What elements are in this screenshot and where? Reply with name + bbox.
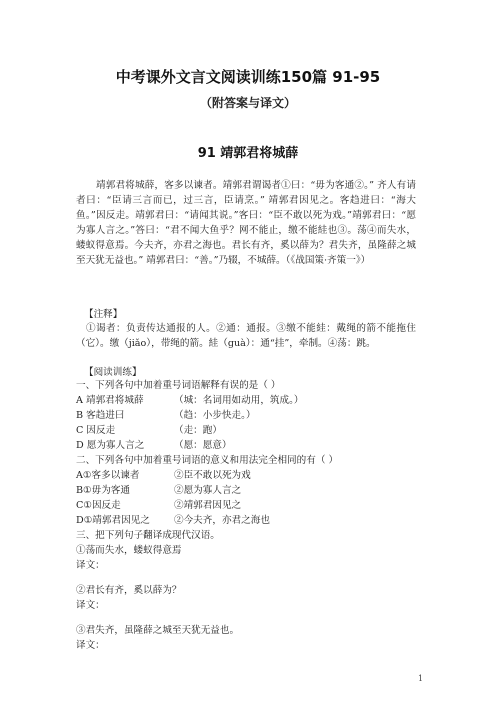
option-sentence-2: ②臣不敢以死为戏 xyxy=(174,470,251,481)
q3-answer-label-2: 译文： xyxy=(76,600,105,611)
q1-option-c xyxy=(76,423,426,438)
option-sentence-2: ②今夫齐，亦君之海也 xyxy=(174,515,270,526)
option-sentence-2: ②愿为寡人言之 xyxy=(174,485,242,496)
option-explanation: （走：跑） xyxy=(174,425,222,436)
q3-answer-label-3: 译文： xyxy=(76,640,105,651)
q2-option-c xyxy=(76,498,426,513)
option-sentence-1: A①客多以谏者 xyxy=(76,470,140,481)
option-explanation: （愿：愿意） xyxy=(174,440,232,451)
article-passage: 靖郭君将城薛，客多以谏者。靖郭君谓谒者①曰：“毋为客通②。” 齐人有请者曰：“臣请三言而已，过三言，臣请烹。” 靖郭君因见之。客趋进曰：“海大鱼。”因反走。靖郭君曰：“请闻其说。”客曰：“臣不敢以死为戏。”靖郭君曰：“愿为寡人言之。”答曰：“君不闻大鱼乎？网不能止，缴不能絓也③。荡④而失水，蝼蚁得意焉。今夫齐，亦君之海也。君长有齐，奚以薛为？君失齐，虽隆薛之城至天犹无益也。” 靖郭君曰：“善。”乃辍，不城薛。（《战国策·齐策一》） xyxy=(76,180,416,266)
q2-option-a xyxy=(76,468,426,483)
q1-option-b xyxy=(76,408,426,423)
option-sentence-1: C①因反走 xyxy=(76,500,121,511)
q2-option-b xyxy=(76,483,426,498)
q3-sentence-1: ①荡而失水，蝼蚁得意焉 xyxy=(76,545,182,556)
q1-option-d xyxy=(76,438,426,453)
exercise-list xyxy=(76,378,426,653)
notes-heading: 【注释】 xyxy=(84,309,123,320)
q3-sentence-2: ②君长有齐，奚以薛为？ xyxy=(76,585,182,596)
option-sentence-1: B①毋为客通 xyxy=(76,485,131,496)
q3-answer-label-1: 译文： xyxy=(76,560,105,571)
answer-space xyxy=(76,573,426,583)
q2-option-d xyxy=(76,513,426,528)
question-3-stem: 三、把下列句子翻译成现代汉语。 xyxy=(76,530,220,541)
page-number: 1 xyxy=(418,674,424,683)
option-text: A 靖郭君将城薛 xyxy=(76,395,144,406)
answer-space xyxy=(76,613,426,623)
option-text: C 因反走 xyxy=(76,425,116,436)
option-sentence-1: D①靖郭君因见之 xyxy=(76,515,150,526)
option-text: B 客趋进曰 xyxy=(76,410,125,421)
option-explanation: （城：名词用如动用，筑成。） xyxy=(174,395,304,406)
document-title: 中考课外文言文阅读训练150篇 91-95 xyxy=(115,68,381,86)
q3-sentence-3: ③君失齐，虽隆薛之城至天犹无益也。 xyxy=(76,625,240,636)
notes-text: ①谒者：负责传达通报的人。②通：通报。③缴不能絓：戴绳的箭不能拖住（它）。缴（jiǎo），带绳的箭。絓（guà）：通“挂”，牵制。④荡：跳。 xyxy=(76,323,416,349)
q1-option-a xyxy=(76,393,426,408)
option-explanation: （趋：小步快走。） xyxy=(174,410,256,421)
article-title: 91 靖郭君将城薛 xyxy=(197,146,299,161)
option-sentence-2: ②靖郭君因见之 xyxy=(174,500,242,511)
question-1-stem: 一、下列各句中加着重号词语解释有误的是（ ） xyxy=(76,380,281,391)
exercises-heading: 【阅读训练】 xyxy=(84,367,142,378)
option-text: D 愿为寡人言之 xyxy=(76,440,145,451)
document-subtitle: （附答案与译文） xyxy=(199,96,296,110)
question-2-stem: 二、下列各句中加着重号词语的意义和用法完全相同的有（ ） xyxy=(76,455,339,466)
